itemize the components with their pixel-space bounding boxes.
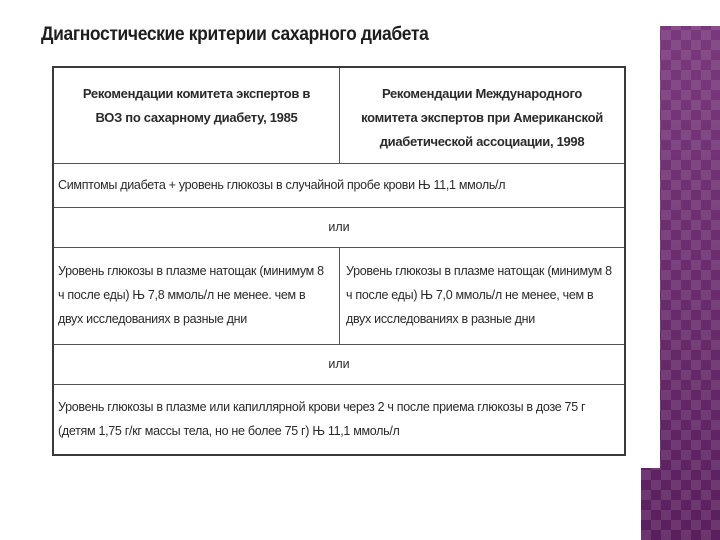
or-text-2: или [328,357,350,371]
or-cell-2 [54,345,624,384]
table-row-symptoms [54,164,624,208]
table-row-or-2 [54,345,624,385]
fasting-cell-who [54,248,340,344]
ogtt-cell [54,385,624,454]
header-cell-ada [340,68,624,163]
ogtt-text: Уровень глюкозы в плазме или капиллярной крови через 2 ч после приема глюкозы в дозе 75 г (детям 1,75 г/кг массы тела, но не более 75 г) Њ 11,1 ммоль/л [58,400,586,438]
table-row-or-1 [54,208,624,248]
header-cell-who [54,68,340,163]
or-text-1: или [328,220,350,234]
criteria-table [52,66,626,456]
side-band-top-gap [641,0,720,26]
document-title: Диагностические критерии сахарного диабета [41,24,429,45]
header-who-text: Рекомендации комитета экспертов в ВОЗ по сахарному диабету, 1985 [82,86,311,125]
table-row-fasting [54,248,624,345]
table-header-row [54,68,624,164]
table-row-ogtt [54,385,624,454]
fasting-who-text: Уровень глюкозы в плазме натощак (минимум 8 ч после еды) Њ 7,8 ммоль/л не менее. чем в двух исследованиях в разные дни [58,264,324,326]
symptoms-text: Симптомы диабета + уровень глюкозы в случайной пробе крови Њ 11,1 ммоль/л [58,178,506,192]
symptoms-cell [54,164,624,207]
fasting-ada-text: Уровень глюкозы в плазме натощак (минимум 8 ч после еды) Њ 7,0 ммоль/л не менее, чем в двух исследованиях в разные дни [346,264,612,326]
fasting-cell-ada [340,248,624,344]
or-cell-1 [54,208,624,247]
header-ada-text: Рекомендации Международного комитета экспертов при Американской диабетической ассоциации, 1998 [361,86,603,149]
